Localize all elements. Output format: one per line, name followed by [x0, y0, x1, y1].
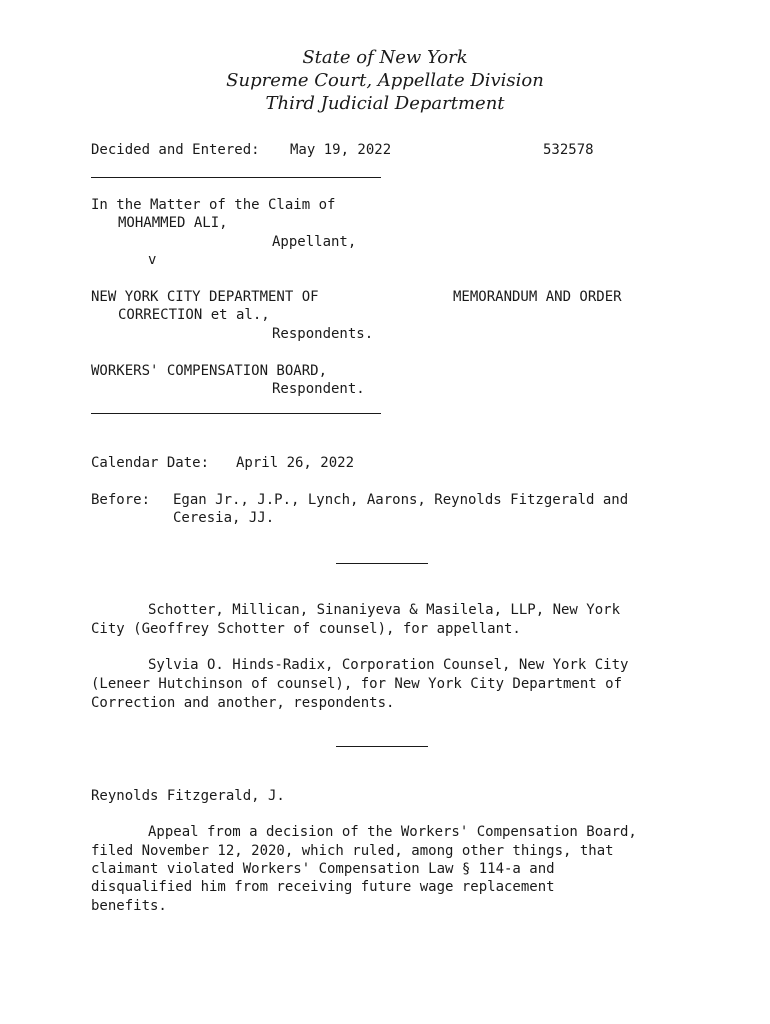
opinion-line-3: claimant violated Workers' Compensation Law § 114-a and: [91, 861, 555, 877]
opinion-line-4: disqualified him from receiving future wage replacement: [91, 879, 555, 895]
opinion-line-2: filed November 12, 2020, which ruled, among other things, that: [91, 843, 614, 859]
caption-top-rule: [91, 177, 381, 178]
caption-bottom-rule: [91, 413, 381, 414]
calendar-label: Calendar Date:: [91, 455, 210, 471]
before-judges-line-2: Ceresia, JJ.: [173, 510, 275, 526]
document-type: MEMORANDUM AND ORDER: [453, 289, 622, 305]
caption-claimant: MOHAMMED ALI,: [118, 215, 228, 231]
before-judges-line-1: Egan Jr., J.P., Lynch, Aarons, Reynolds Fitzgerald and: [173, 492, 629, 508]
caption-respondent-1-cont: CORRECTION et al.,: [118, 307, 270, 323]
counsel-respondents-line-3: Correction and another, respondents.: [91, 695, 395, 711]
counsel-respondents-line-2: (Leneer Hutchinson of counsel), for New York City Department of: [91, 676, 623, 692]
section-divider-1: [336, 563, 428, 564]
decided-date: May 19, 2022: [290, 142, 392, 158]
caption-respondents-role: Respondents.: [272, 326, 374, 342]
counsel-appellant-line-1: Schotter, Millican, Sinaniyeva & Masilela, LLP, New York: [148, 602, 621, 618]
opinion-author: Reynolds Fitzgerald, J.: [91, 788, 285, 804]
caption-appellant-role: Appellant,: [272, 234, 357, 250]
docket-number: 532578: [543, 142, 594, 158]
decided-label: Decided and Entered:: [91, 142, 260, 158]
court-state: State of New York: [302, 47, 468, 68]
before-label: Before:: [91, 492, 151, 508]
court-department: Third Judicial Department: [265, 93, 505, 114]
caption-versus: v: [148, 252, 157, 268]
caption-respondent-1: NEW YORK CITY DEPARTMENT OF: [91, 289, 319, 305]
counsel-appellant-line-2: City (Geoffrey Schotter of counsel), for appellant.: [91, 621, 521, 637]
opinion-line-1: Appeal from a decision of the Workers' Compensation Board,: [148, 824, 637, 840]
caption-respondent-2: WORKERS' COMPENSATION BOARD,: [91, 363, 328, 379]
court-name: Supreme Court, Appellate Division: [226, 70, 544, 91]
calendar-date: April 26, 2022: [236, 455, 355, 471]
section-divider-2: [336, 746, 428, 747]
caption-respondent-role: Respondent.: [272, 381, 365, 397]
caption-matter: In the Matter of the Claim of: [91, 197, 336, 213]
counsel-respondents-line-1: Sylvia O. Hinds-Radix, Corporation Counsel, New York City: [148, 657, 629, 673]
opinion-line-5: benefits.: [91, 898, 167, 914]
